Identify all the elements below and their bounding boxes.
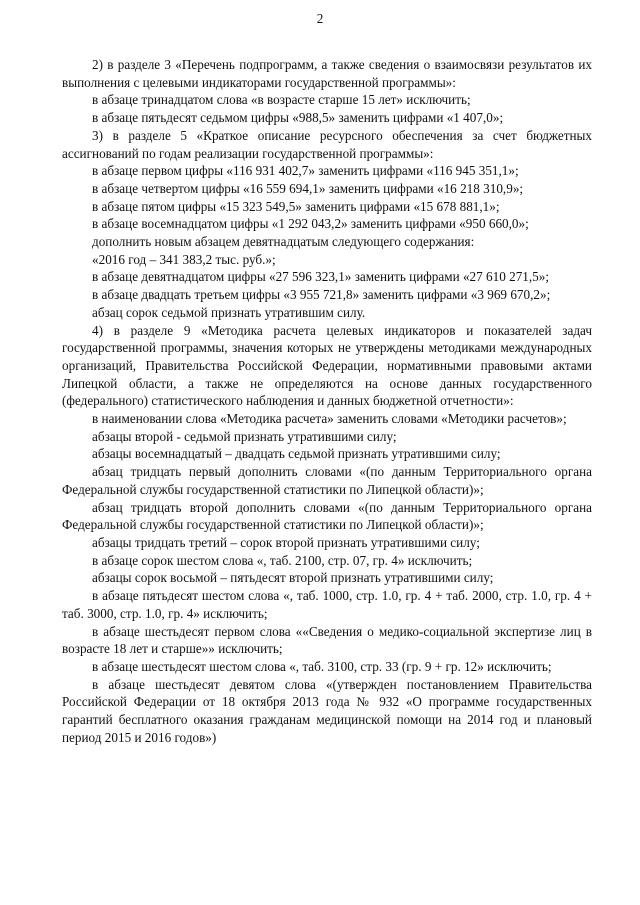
paragraph: «2016 год – 341 383,2 тыс. руб.»; — [92, 251, 276, 267]
paragraph: в абзаце пятьдесят шестом слова «, таб. 1000, стр. 1.0, гр. 4 + таб. 2000, стр. 1.0, гр. 4 + таб. 3000, стр. 1.0, гр. 4» исключить; — [62, 588, 592, 621]
paragraph-section-5: 3) в разделе 5 «Краткое описание ресурсного обеспечения за счет бюджетных ассигнований по годам реализации государственной программы»: — [62, 127, 592, 161]
document-body — [62, 56, 592, 746]
paragraph: в абзаце первом цифры «116 931 402,7» заменить цифрами «116 945 351,1»; — [92, 163, 519, 179]
paragraph: абзац тридцать второй дополнить словами «(по данным Территориального органа Федеральной службы государственной статистики по Липецкой области)»; — [62, 499, 592, 533]
paragraph: абзацы второй - седьмой признать утратившими силу; — [92, 428, 397, 444]
paragraph: в абзаце шестьдесят первом слова ««Сведения о медико-социальной экспертизе лиц в возрасте 18 лет и старше»» исключить; — [62, 623, 592, 657]
paragraph: в абзаце тринадцатом слова «в возрасте старше 15 лет» исключить; — [92, 92, 471, 108]
paragraph: дополнить новым абзацем девятнадцатым следующего содержания: — [92, 234, 475, 250]
paragraph-section-9: 4) в разделе 9 «Методика расчета целевых индикаторов и показателей задач государственной программы, значения которых не утверждены методиками международных организаций, Правительства Российской Федерации, нормативными правовыми актами Липецкой области, а также не определяются на основе данных государственного (федерального) статистического наблюдения и данных бюджетной отчетности»: — [62, 322, 592, 409]
paragraph: в абзаце двадцать третьем цифры «3 955 721,8» заменить цифрами «3 969 670,2»; — [92, 287, 551, 303]
paragraph: в абзаце шестьдесят шестом слова «, таб. 3100, стр. 33 (гр. 9 + гр. 12» исключить; — [92, 658, 552, 674]
paragraph: в абзаце четвертом цифры «16 559 694,1» заменить цифрами «16 218 310,9»; — [92, 180, 524, 196]
paragraph-section-3: 2) в разделе 3 «Перечень подпрограмм, а также сведения о взаимосвязи результатов их выполнения с целевыми индикаторами государственной программы»: — [62, 57, 592, 90]
paragraph: абзацы восемнадцатый – двадцать седьмой признать утратившими силу; — [92, 446, 501, 462]
paragraph: в абзаце пятом цифры «15 323 549,5» заменить цифрами «15 678 881,1»; — [92, 198, 500, 214]
paragraph: в наименовании слова «Методика расчета» заменить словами «Методики расчетов»; — [92, 411, 567, 427]
paragraph: абзац тридцать первый дополнить словами «(по данным Территориального органа Федеральной службы государственной статистики по Липецкой области)»; — [62, 464, 592, 497]
paragraph: в абзаце сорок шестом слова «, таб. 2100, стр. 07, гр. 4» исключить; — [92, 552, 473, 568]
paragraph: абзацы сорок восьмой – пятьдесят второй признать утратившими силу; — [92, 570, 494, 586]
paragraph: в абзаце восемнадцатом цифры «1 292 043,2» заменить цифрами «950 660,0»; — [92, 216, 529, 232]
paragraph: в абзаце пятьдесят седьмом цифры «988,5» заменить цифрами «1 407,0»; — [92, 110, 504, 126]
paragraph: абзацы тридцать третий – сорок второй признать утратившими силу; — [92, 534, 480, 550]
paragraph: абзац сорок седьмой признать утратившим силу. — [92, 304, 366, 320]
page-number: 2 — [316, 11, 324, 26]
paragraph: в абзаце девятнадцатом цифры «27 596 323,1» заменить цифрами «27 610 271,5»; — [92, 269, 550, 285]
paragraph: в абзаце шестьдесят девятом слова «(утвержден постановлением Правительства Российской Федерации от 18 октября 2013 года № 932 «О программе государственных гарантий бесплатного оказания гражданам медицинской помощи на 2014 год и плановый период 2015 и 2016 годов») — [62, 676, 592, 745]
